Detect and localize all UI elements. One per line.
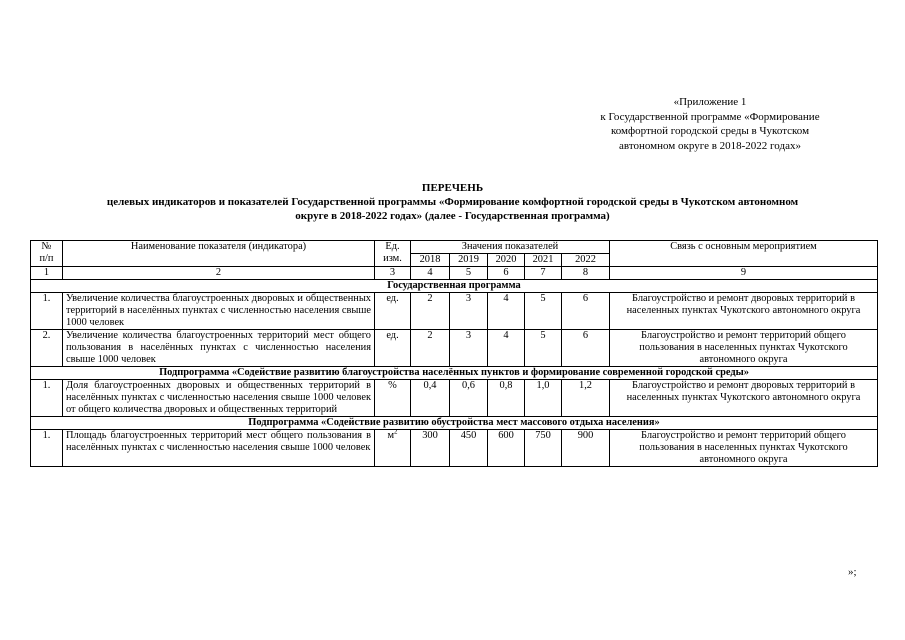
unit-superscript: 2 [394,429,398,436]
section-row [31,367,878,380]
column-number: 9 [610,267,878,280]
row-value: 1,2 [562,380,610,417]
section-row [31,280,878,293]
column-number: 4 [411,267,450,280]
row-link: Благоустройство и ремонт территорий общего пользования в населенных пунктах Чукотского автономного округа [610,430,878,467]
header-year: 2020 [488,254,525,267]
section-row [31,417,878,430]
header-year: 2022 [562,254,610,267]
section-title: Подпрограмма «Содействие развитию благоустройства населённых пунктов и формирование современной городской среды» [31,367,878,380]
row-unit [375,430,411,467]
column-number: 5 [450,267,488,280]
header-year: 2018 [411,254,450,267]
row-value: 0,8 [488,380,525,417]
row-value: 6 [562,330,610,367]
column-numbers-row [31,267,878,280]
row-number: 1. [31,430,63,467]
header-unit-b: изм. [383,253,402,264]
row-number: 1. [31,293,63,330]
column-number: 8 [562,267,610,280]
row-number: 1. [31,380,63,417]
header-name: Наименование показателя (индикатора) [63,241,375,267]
row-name: Площадь благоустроенных территорий мест общего пользования в населённых пунктах с численностью населения свыше 1000 человек [63,430,375,467]
table-row [31,430,878,467]
row-value: 6 [562,293,610,330]
row-unit: ед. [375,330,411,367]
row-value: 0,4 [411,380,450,417]
header-unit-a: Ед. [385,241,400,252]
row-link: Благоустройство и ремонт территорий общего пользования в населенных пунктах Чукотского автономного округа [610,330,878,367]
appendix-line-3: комфортной городской среды в Чукотском [610,125,810,137]
header-row-1 [31,241,878,254]
header-year: 2021 [525,254,562,267]
header-number [31,241,63,267]
section-title: Государственная программа [31,280,878,293]
column-number: 3 [375,267,411,280]
closing-quote: »; [848,566,857,578]
table-row [31,293,878,330]
row-link: Благоустройство и ремонт дворовых территорий в населенных пунктах Чукотского автономного округа [610,293,878,330]
table-row [31,330,878,367]
row-value: 450 [450,430,488,467]
row-value: 3 [450,293,488,330]
header-unit [375,241,411,267]
row-value: 1,0 [525,380,562,417]
heading-line-3: округе в 2018-2022 годах» (далее - Государственная программа) [295,210,610,222]
row-value: 600 [488,430,525,467]
indicators-table [30,240,878,467]
row-value: 750 [525,430,562,467]
row-value: 0,6 [450,380,488,417]
unit-base: м [387,430,395,441]
row-value: 5 [525,293,562,330]
appendix-note [560,95,860,153]
table-row [31,380,878,417]
row-name: Доля благоустроенных дворовых и общественных территорий в населённых пунктах с численностью населения свыше 1000 человек от общего количества дворовых и общественных территорий [63,380,375,417]
header-number-a: № [41,241,52,252]
section-title: Подпрограмма «Содействие развитию обустройства мест массового отдыха населения» [31,417,878,430]
column-number: 7 [525,267,562,280]
row-value: 5 [525,330,562,367]
row-unit: % [375,380,411,417]
column-number: 2 [63,267,375,280]
header-link: Связь с основным мероприятием [610,241,878,267]
row-value: 300 [411,430,450,467]
row-value: 2 [411,330,450,367]
appendix-line-4: автономном округе в 2018-2022 годах» [619,139,801,152]
row-value: 2 [411,293,450,330]
row-value: 900 [562,430,610,467]
row-unit: ед. [375,293,411,330]
row-number: 2. [31,330,63,367]
header-year: 2019 [450,254,488,267]
row-value: 3 [450,330,488,367]
appendix-line-2: к Государственной программе «Формирование [600,110,820,123]
heading-line-2: целевых индикаторов и показателей Государственной программы «Формирование комфортной городской среды в Чукотском автономном [106,196,799,208]
appendix-line-1: «Приложение 1 [673,96,747,108]
row-name: Увеличение количества благоустроенных территорий мест общего пользования в населённых пунктах с численностью населения свыше 1000 человек [63,330,375,367]
column-number: 1 [31,267,63,280]
row-value: 4 [488,330,525,367]
row-name: Увеличение количества благоустроенных дворовых и общественных территорий в населённых пунктах с численностью населения свыше 1000 человек [63,293,375,330]
row-link: Благоустройство и ремонт дворовых территорий в населенных пунктах Чукотского автономного округа [610,380,878,417]
row-value: 4 [488,293,525,330]
header-number-b: п/п [39,253,54,264]
heading-title: ПЕРЕЧЕНЬ [421,182,484,194]
document-heading [30,181,875,223]
header-values: Значения показателей [411,241,610,254]
column-number: 6 [488,267,525,280]
